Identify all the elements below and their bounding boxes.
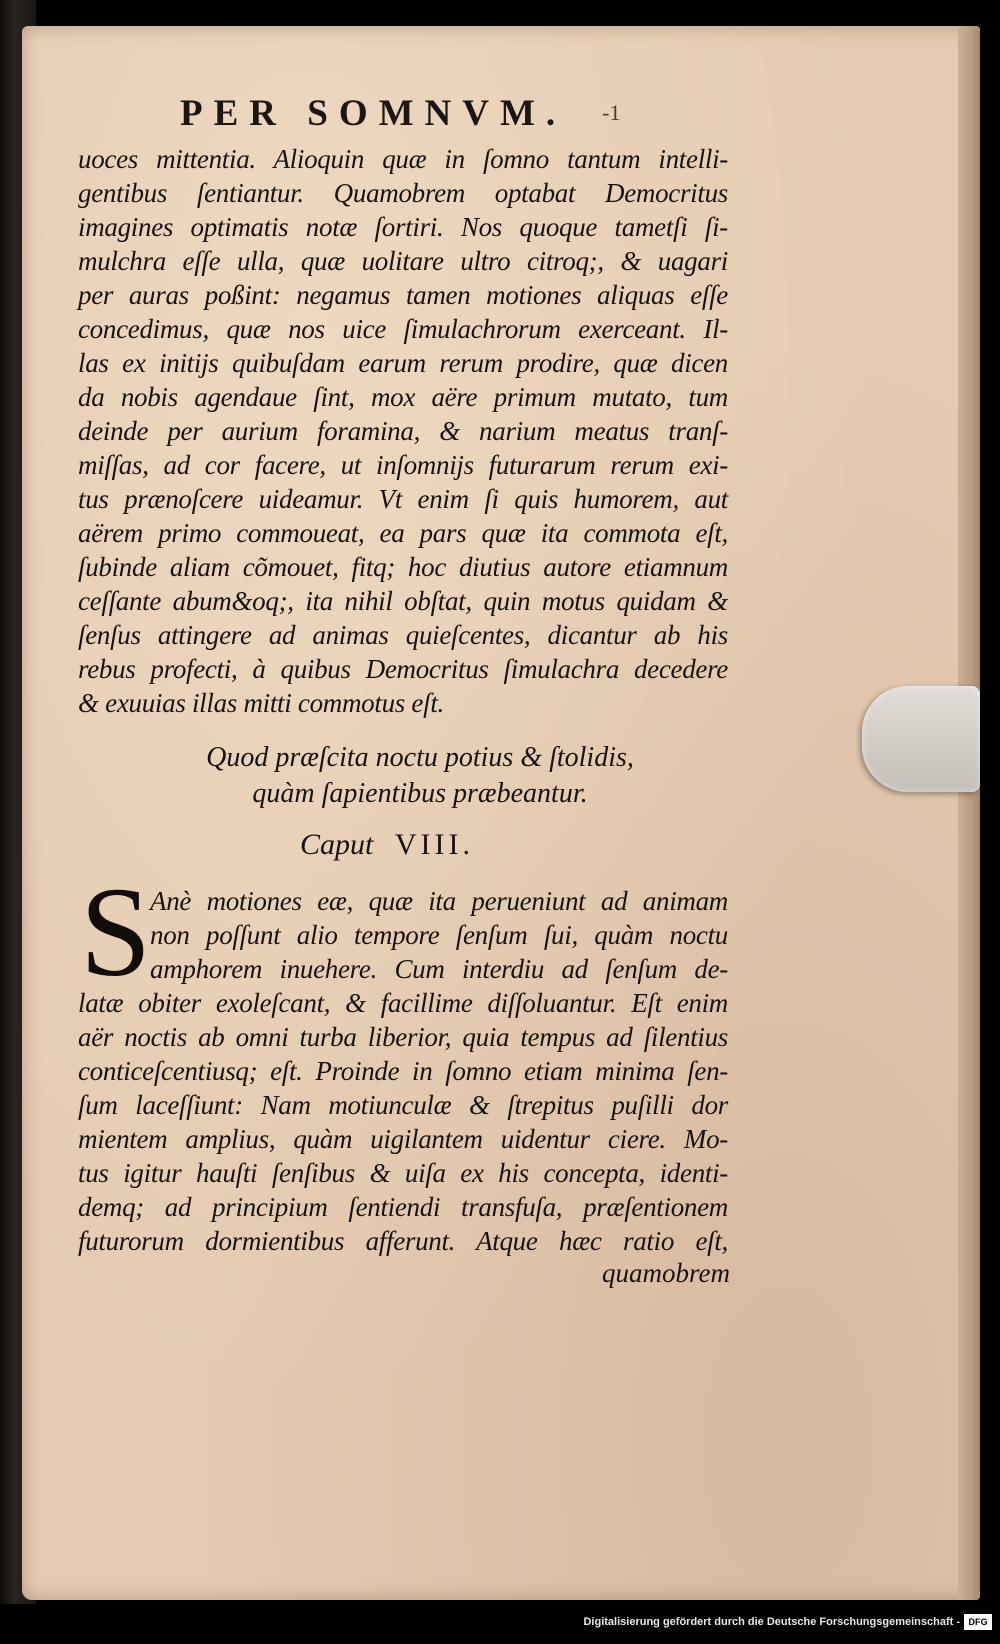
- footer-bar: [0, 1604, 1000, 1644]
- text-line: tus igitur hauſti ſenſibus & uiſa ex his concepta, identi-: [78, 1158, 728, 1188]
- text-line: tus prænoſcere uideamur. Vt enim ſi quis humorem, aut: [78, 484, 728, 514]
- text-line: conticeſcentiusq; eſt. Proinde in ſomno etiam minima ſen-: [78, 1056, 728, 1086]
- text-line: uoces mittentia. Alioquin quæ in ſomno tantum intelli-: [78, 144, 728, 174]
- running-head: [180, 88, 700, 138]
- folio-number: -1: [602, 100, 621, 125]
- chapter-numeral: VIII.: [394, 828, 474, 861]
- text-line: & exuuias illas mitti commotus eſt.: [78, 688, 444, 718]
- page-clip-tab: [862, 686, 980, 792]
- paragraph-2: [78, 884, 728, 1258]
- text-line: ſum laceſſiunt: Nam motiunculæ & ſtrepitus puſilli dor: [78, 1090, 728, 1120]
- text-line: miſſas, ad cor facere, ut inſomnijs futurarum rerum exi-: [78, 450, 728, 480]
- text-line: latæ obiter exoleſcant, & facillime diſſoluantur. Eſt enim: [78, 988, 728, 1018]
- text-line: per auras poßint: negamus tamen motiones aliquas eſſe: [78, 280, 728, 310]
- text-line: amphorem inuehere. Cum interdiu ad ſenſum de-: [150, 954, 728, 984]
- section-heading-line-2: quàm ſapientibus præbeantur.: [252, 778, 588, 809]
- page-fore-edge: [958, 26, 980, 1600]
- catchword: quamobrem: [602, 1258, 730, 1288]
- text-line: imagines optimatis notæ ſortiri. Nos quoque tametſi ſi-: [78, 212, 728, 242]
- digitization-credit: Digitalisierung gefördert durch die Deutsche Forschungsgemeinschaft -: [583, 1616, 960, 1628]
- section-heading-line-1: Quod præſcita noctu potius & ſtolidis,: [206, 742, 634, 773]
- chapter-heading: [300, 828, 560, 862]
- text-line: ſubinde aliam cõmouet, fitq; hoc diutius autore etiamnum: [78, 552, 728, 582]
- running-head-title: PER SOMNVM.: [180, 92, 567, 134]
- dfg-logo: DFG: [964, 1614, 992, 1630]
- text-line: futurorum dormientibus afferunt. Atque hæc ratio eſt,: [78, 1226, 728, 1256]
- text-line: da nobis agendaue ſint, mox aëre primum mutato, tum: [78, 382, 728, 412]
- paragraph-1: [78, 142, 728, 720]
- text-line: concedimus, quæ nos uice ſimulachrorum exerceant. Il-: [78, 314, 728, 344]
- text-line: rebus profecti, à quibus Democritus ſimulachra decedere: [78, 654, 728, 684]
- text-line: gentibus ſentiantur. Quamobrem optabat Democritus: [78, 178, 728, 208]
- text-line: mientem amplius, quàm uigilantem uidentur ciere. Mo-: [78, 1124, 728, 1154]
- text-line: aërem primo commoueat, ea pars quæ ita commota eſt,: [78, 518, 728, 548]
- text-line: aër noctis ab omni turba liberior, quia tempus ad ſilentius: [78, 1022, 728, 1052]
- drop-cap: S: [80, 861, 152, 1003]
- text-line: ſenſus attingere ad animas quieſcentes, dicantur ab his: [78, 620, 728, 650]
- text-line: demq; ad principium ſentiendi transfuſa, præſentionem: [78, 1192, 728, 1222]
- chapter-caput-label: Caput: [300, 828, 374, 861]
- text-line: mulchra eſſe ulla, quæ uolitare ultro citroq;, & uagari: [78, 246, 728, 276]
- text-line: Anè motiones eæ, quæ ita perueniunt ad animam: [150, 886, 728, 916]
- text-line: las ex initijs quibuſdam earum rerum prodire, quæ dicen: [78, 348, 728, 378]
- text-line: ceſſante abum&oq;, ita nihil obſtat, quin motus quidam &: [78, 586, 728, 616]
- text-line: non poſſunt alio tempore ſenſum ſui, quàm noctu: [150, 920, 728, 950]
- text-line: deinde per aurium foramina, & narium meatus tranſ-: [78, 416, 728, 446]
